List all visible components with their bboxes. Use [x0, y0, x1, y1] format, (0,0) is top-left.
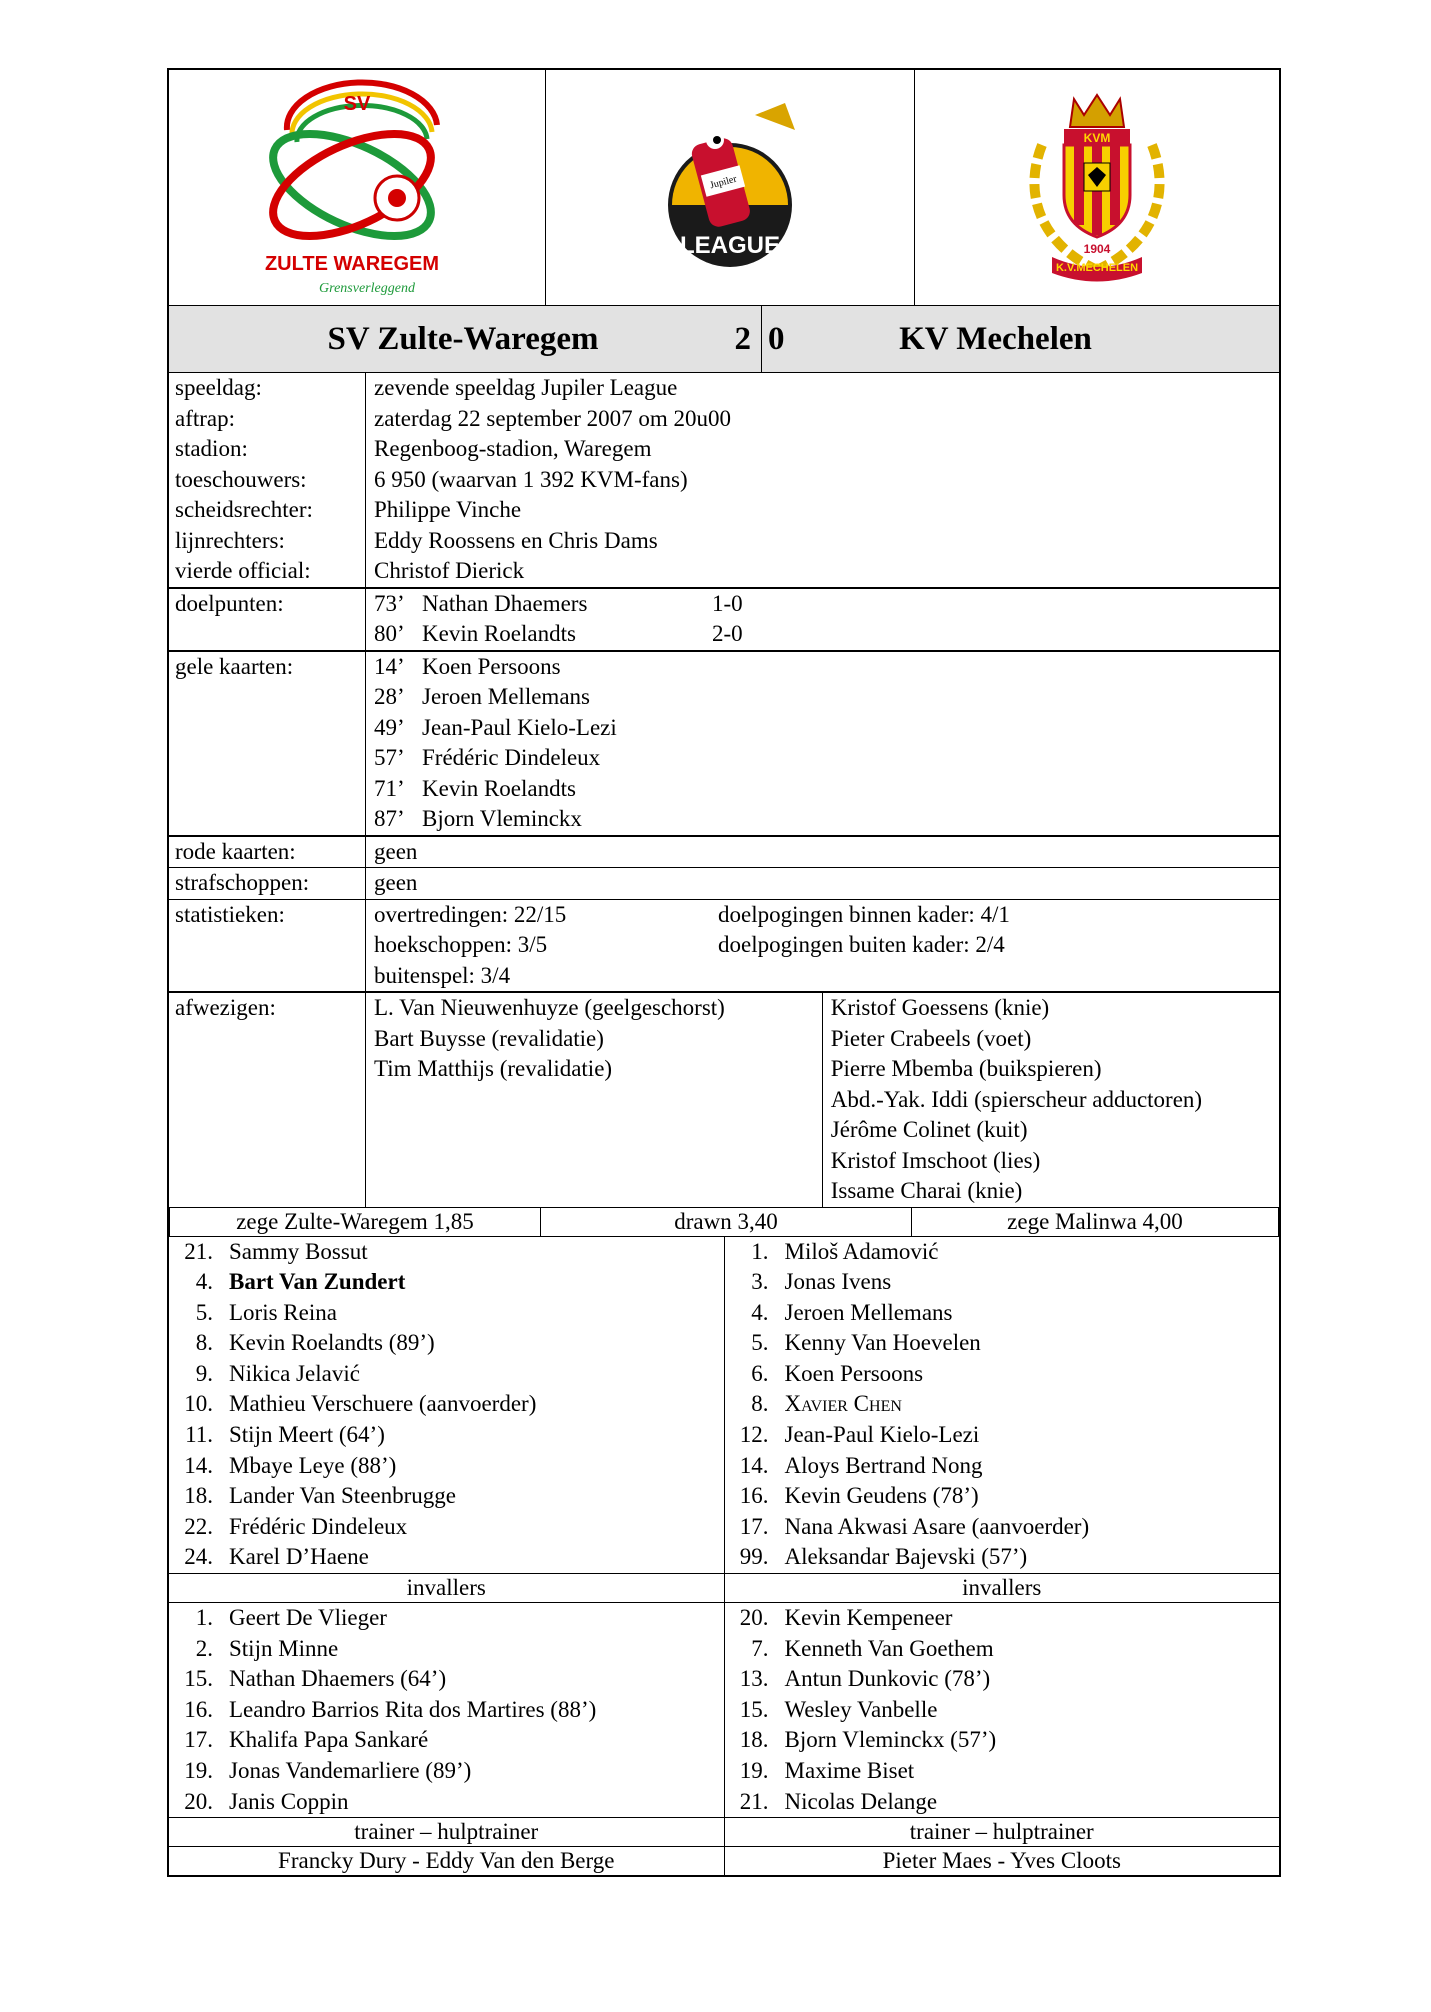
match-info	[169, 373, 1279, 1207]
player-row: 4. Bart Van Zundert	[195, 1269, 406, 1295]
player-row: 15. Nathan Dhaemers (64’)	[184, 1666, 447, 1692]
player-row: 14. Aloys Bertrand Nong	[739, 1452, 983, 1478]
value-toeschouwers: 6 950 (waarvan 1 392 KVM-fans)	[374, 466, 688, 492]
trainer-home: Francky Dury - Eddy Van den Berge	[169, 1847, 724, 1876]
player-row: 10. Mathieu Verschuere (aanvoerder)	[184, 1391, 537, 1417]
value-speeldag: zevende speeldag Jupiler League	[374, 375, 678, 400]
absent-item: Jérôme Colinet (kuit)	[830, 1117, 1028, 1142]
absent-item: L. Van Nieuwenhuyze (geelgeschorst)	[374, 995, 725, 1020]
player-row: 1. Miloš Adamović	[751, 1238, 939, 1264]
player-row: 12. Jean-Paul Kielo-Lezi	[739, 1422, 980, 1448]
odds-home: zege Zulte-Waregem 1,85	[170, 1207, 541, 1236]
absent-item: Pieter Crabeels (voet)	[830, 1025, 1032, 1051]
stat-off-target: doelpogingen buiten kader: 2/4	[718, 932, 1005, 957]
player-row: 17. Khalifa Papa Sankaré	[184, 1727, 429, 1753]
kv-mechelen-logo	[915, 70, 1280, 305]
player-row: 22. Frédéric Dindeleux	[184, 1513, 408, 1539]
player-row: 17. Nana Akwasi Asare (aanvoerder)	[739, 1513, 1090, 1539]
subs-home-header: invallers	[169, 1574, 724, 1603]
goal-item: 80’ Kevin Roelandts 2-0	[374, 621, 743, 646]
svg-text:Jupiler: Jupiler	[708, 173, 738, 192]
home-goals: 2	[697, 306, 762, 373]
odds-away: zege Malinwa 4,00	[912, 1207, 1279, 1236]
player-row: 16. Kevin Geudens (78’)	[739, 1483, 979, 1509]
player-row: 8. Xavier Chen	[751, 1391, 902, 1417]
player-row: 18. Bjorn Vleminckx (57’)	[739, 1727, 997, 1753]
absent-away-list	[822, 992, 1279, 1207]
substitutes	[169, 1603, 1279, 1817]
svg-text:LEAGUE: LEAGUE	[679, 232, 781, 259]
svg-text:KVM: KVM	[1083, 131, 1111, 145]
player-row: 21. Sammy Bossut	[184, 1238, 368, 1264]
absent-item: Tim Matthijs (revalidatie)	[374, 1056, 613, 1081]
odds-draw: drawn 3,40	[541, 1207, 912, 1236]
value-scheidsrechter: Philippe Vinche	[374, 497, 522, 522]
label-lijnrechters: lijnrechters:	[175, 527, 285, 553]
lineups	[169, 1237, 1279, 1574]
label-gele-kaarten: gele kaarten:	[169, 651, 366, 836]
player-row: 8. Kevin Roelandts (89’)	[195, 1330, 435, 1356]
absent-item: Kristof Imschoot (lies)	[830, 1147, 1041, 1173]
yellow-card-item: 49’ Jean-Paul Kielo-Lezi	[374, 714, 617, 740]
lineup-away	[724, 1237, 1279, 1574]
absentees-section	[169, 992, 1279, 1207]
player-row: 19. Maxime Biset	[739, 1758, 915, 1783]
yellow-cards-section	[169, 651, 1279, 836]
stat-offside: buitenspel: 3/4	[374, 962, 511, 988]
label-toeschouwers: toeschouwers:	[175, 466, 307, 492]
label-scheidsrechter: scheidsrechter:	[175, 497, 313, 522]
player-row: 1. Geert De Vlieger	[195, 1605, 387, 1631]
label-afwezigen: afwezigen:	[169, 992, 366, 1207]
player-row: 14. Mbaye Leye (88’)	[184, 1452, 397, 1478]
player-row: 20. Janis Coppin	[184, 1788, 349, 1814]
away-goals: 0	[768, 320, 785, 357]
value-vierde-official: Christof Dierick	[374, 558, 525, 583]
lineup-home	[169, 1237, 724, 1574]
value-stadion: Regenboog-stadion, Waregem	[374, 436, 652, 461]
player-row: 9. Nikica Jelavić	[195, 1360, 360, 1386]
logos-row	[169, 70, 1279, 305]
label-statistieken: statistieken:	[169, 899, 366, 992]
label-aftrap: aftrap:	[175, 405, 236, 431]
kv-mechelen-crest-icon	[1012, 85, 1182, 285]
away-team-name: KV Mechelen	[899, 320, 1092, 357]
absent-item: Kristof Goessens (knie)	[830, 995, 1050, 1020]
player-row: 2. Stijn Minne	[195, 1635, 339, 1661]
player-row: 13. Antun Dunkovic (78’)	[739, 1666, 991, 1692]
stat-corners: hoekschoppen: 3/5	[374, 932, 548, 957]
statistics-section	[169, 899, 1279, 992]
trainer-home-header: trainer – hulptrainer	[169, 1818, 724, 1847]
penalties-section	[169, 868, 1279, 900]
player-row: 15. Wesley Vanbelle	[739, 1696, 938, 1722]
player-row: 5. Loris Reina	[195, 1299, 337, 1325]
jupiler-league-logo	[546, 70, 915, 305]
label-rode-kaarten: rode kaarten:	[169, 836, 366, 868]
player-row: 19. Jonas Vandemarliere (89’)	[184, 1758, 472, 1783]
player-row: 24. Karel D’Haene	[184, 1544, 369, 1570]
absent-item: Pierre Mbemba (buikspieren)	[830, 1056, 1102, 1081]
yellow-card-item: 28’ Jeroen Mellemans	[374, 684, 590, 709]
label-doelpunten: doelpunten:	[169, 588, 366, 651]
absent-item: Abd.-Yak. Iddi (spierscheur adductoren)	[830, 1086, 1203, 1112]
stat-on-target: doelpogingen binnen kader: 4/1	[718, 901, 1010, 927]
score-row	[169, 305, 1279, 373]
trainer-away: Pieter Maes - Yves Cloots	[724, 1847, 1279, 1876]
subs-home	[169, 1603, 724, 1817]
player-row: 99. Aleksandar Bajevski (57’)	[739, 1544, 1028, 1570]
zulte-waregem-logo	[169, 70, 546, 305]
general-info	[169, 373, 1279, 588]
player-row: 16. Leandro Barrios Rita dos Martires (88’)	[184, 1696, 597, 1722]
goals-section	[169, 588, 1279, 651]
subs-away	[724, 1603, 1279, 1817]
absent-item: Bart Buysse (revalidatie)	[374, 1025, 604, 1051]
svg-text:1904: 1904	[1083, 242, 1111, 256]
trainers	[169, 1846, 1279, 1875]
yellow-card-item: 14’ Koen Persoons	[374, 653, 561, 679]
goal-item: 73’ Nathan Dhaemers 1-0	[374, 590, 743, 616]
value-aftrap: zaterdag 22 september 2007 om 20u00	[374, 405, 732, 431]
value-strafschoppen: geen	[366, 868, 1280, 900]
value-lijnrechters: Eddy Roossens en Chris Dams	[374, 527, 658, 553]
yellow-card-item: 71’ Kevin Roelandts	[374, 775, 576, 801]
label-strafschoppen: strafschoppen:	[169, 868, 366, 900]
jupiler-league-icon	[645, 95, 815, 275]
player-row: 20. Kevin Kempeneer	[739, 1605, 953, 1631]
stat-fouls: overtredingen: 22/15	[374, 901, 567, 927]
match-sheet	[167, 68, 1281, 1877]
red-cards-section	[169, 836, 1279, 868]
subs-away-header: invallers	[724, 1574, 1279, 1603]
trainer-away-header: trainer – hulptrainer	[724, 1818, 1279, 1847]
player-row: 7. Kenneth Van Goethem	[751, 1635, 994, 1661]
yellow-card-item: 57’ Frédéric Dindeleux	[374, 745, 601, 770]
yellow-card-item: 87’ Bjorn Vleminckx	[374, 806, 582, 831]
player-row: 18. Lander Van Steenbrugge	[184, 1483, 456, 1509]
substitutes-header	[169, 1573, 1279, 1603]
player-row: 21. Nicolas Delange	[739, 1788, 938, 1814]
player-row: 5. Kenny Van Hoevelen	[751, 1330, 981, 1356]
zulte-waregem-crest-icon	[247, 70, 467, 300]
svg-text:K.V.MECHELEN: K.V.MECHELEN	[1055, 262, 1139, 274]
player-row: 11. Stijn Meert (64’)	[185, 1422, 385, 1448]
absent-item: Issame Charai (knie)	[830, 1178, 1023, 1203]
absent-home-list	[366, 992, 823, 1207]
player-row: 3. Jonas Ivens	[751, 1269, 892, 1295]
svg-text:SV: SV	[343, 93, 371, 115]
player-row: 4. Jeroen Mellemans	[751, 1299, 953, 1325]
trainers-header	[169, 1817, 1279, 1847]
home-team-name: SV Zulte-Waregem	[327, 320, 599, 357]
value-rode-kaarten: geen	[366, 836, 1280, 868]
player-row: 6. Koen Persoons	[751, 1360, 924, 1386]
label-vierde-official: vierde official:	[175, 558, 311, 583]
svg-text:Grensverleggend: Grensverleggend	[319, 281, 415, 296]
label-stadion: stadion:	[175, 436, 248, 461]
label-speeldag: speeldag:	[175, 375, 262, 400]
betting-odds	[169, 1207, 1279, 1237]
svg-text:ZULTE WAREGEM: ZULTE WAREGEM	[264, 253, 440, 275]
